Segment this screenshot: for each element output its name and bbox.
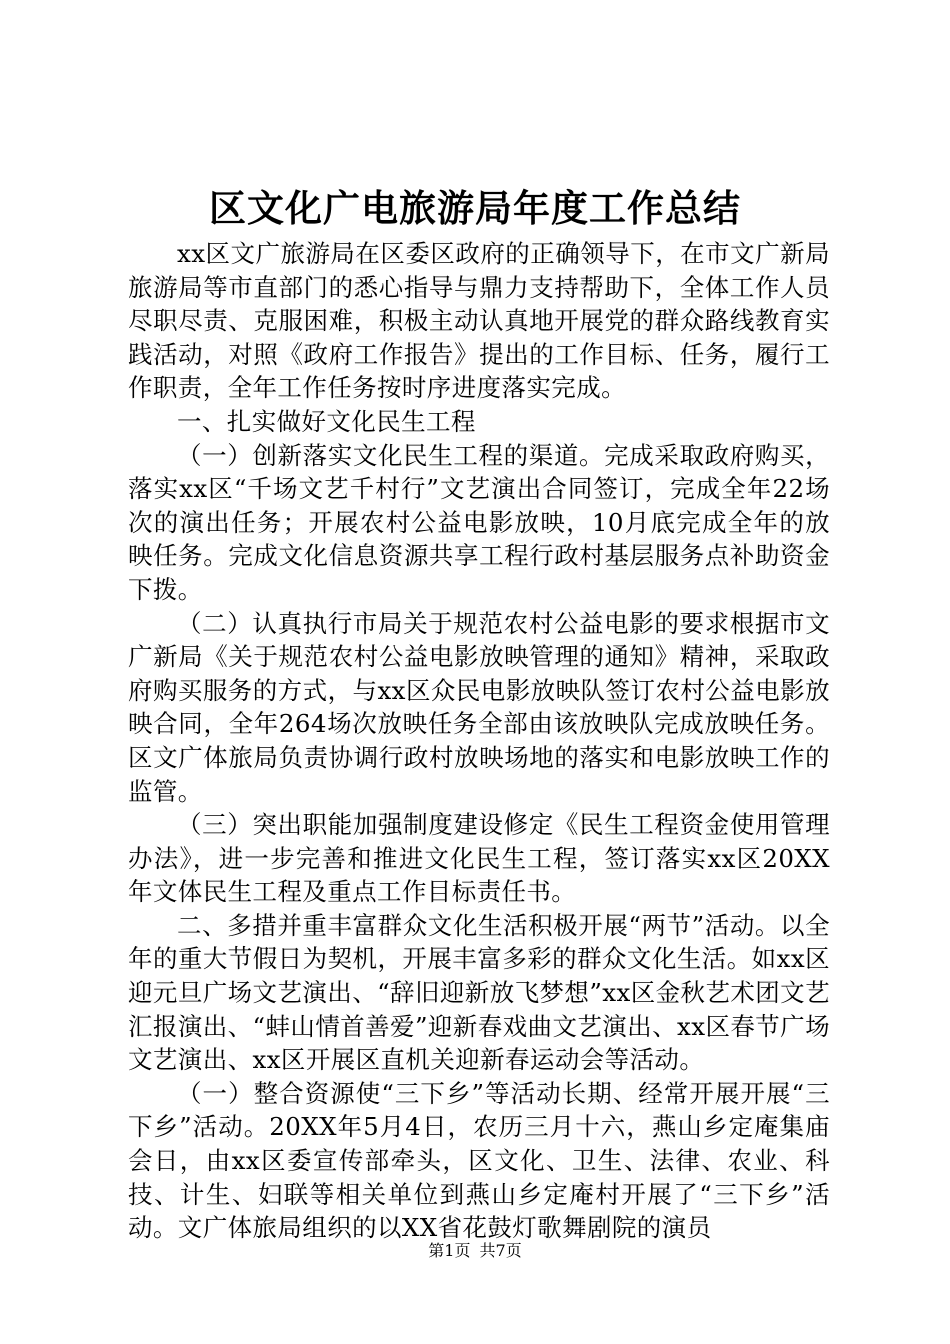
page-footer: 第1页 共7页: [428, 1241, 522, 1260]
document-body: [128, 237, 830, 1245]
section-heading-1: 一、扎实做好文化民生工程: [177, 406, 476, 436]
paragraph-2-1: （一）整合资源使“三下乡”等活动长期、经常开展开展“三下乡”活动。20XX年5月4日，农历三月十六，燕山乡定庵集庙会日，由xx区委宣传部牵头，区文化、卫生、法律、农业、科技、计生、妇联等相关单位到燕山乡定庵村开展了“三下乡”活动。文广体旅局组织的以XX省花鼓灯歌舞剧院的演员: [128, 1078, 830, 1243]
paragraph-1-2: （二）认真执行市局关于规范农村公益电影的要求根据市文广新局《关于规范农村公益电影放映管理的通知》精神，采取政府购买服务的方式，与xx区众民电影放映队签订农村公益电影放映合同，全年264场次放映任务全部由该放映队完成放映任务。区文广体旅局负责协调行政村放映场地的落实和电影放映工作的监管。: [128, 608, 830, 806]
paragraph-intro: xx区文广旅游局在区委区政府的正确领导下，在市文广新局旅游局等市直部门的悉心指导与鼎力支持帮助下，全体工作人员尽职尽责、克服困难，积极主动认真地开展党的群众路线教育实践活动，对照《政府工作报告》提出的工作目标、任务，履行工作职责，全年工作任务按时序进度落实完成。: [128, 239, 830, 403]
section-heading-2: 二、多措并重丰富群众文化生活积极开展“两节”活动。以全年的重大节假日为契机，开展丰富多彩的群众文化生活。如xx区迎元旦广场文艺演出、“辞旧迎新放飞梦想”xx区金秋艺术团文艺汇报演出、“蚌山情首善爱”迎新春戏曲文艺演出、xx区春节广场文艺演出、xx区开展区直机关迎新春运动会等活动。: [128, 910, 830, 1075]
document-title: 区文化广电旅游局年度工作总结: [209, 186, 741, 230]
paragraph-1-3: （三）突出职能加强制度建设修定《民生工程资金使用管理办法》，进一步完善和推进文化民生工程，签订落实xx区20XX年文体民生工程及重点工作目标责任书。: [128, 810, 830, 907]
paragraph-1-1: （一）创新落实文化民生工程的渠道。完成采取政府购买，落实xx区“千场文艺千村行”文艺演出合同签订，完成全年22场次的演出任务；开展农村公益电影放映，10月底完成全年的放映任务。完成文化信息资源共享工程行政村基层服务点补助资金下拨。: [128, 440, 830, 604]
